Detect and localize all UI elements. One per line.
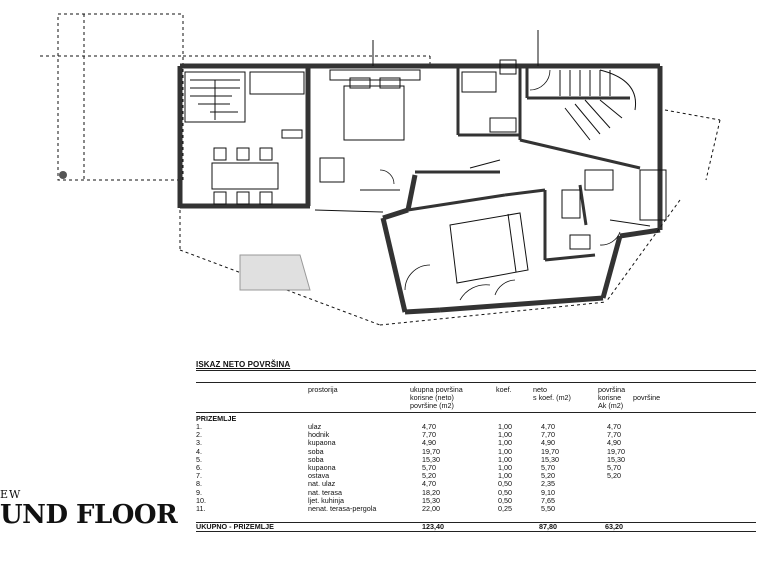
table-row [196, 505, 756, 513]
cell-coef: 1,00 [498, 422, 512, 431]
cell-coef: 1,00 [498, 438, 512, 448]
section-label: PRIZEMLJE [196, 414, 237, 423]
bed-lower [450, 213, 528, 283]
door-swings [380, 70, 620, 300]
cell-gross: 7,70 [422, 430, 436, 440]
wardrobe-top [330, 70, 420, 80]
cell-room: ulaz [308, 422, 322, 431]
terrace-outline [180, 110, 720, 325]
dining-table [212, 148, 278, 204]
header-useful-suffix: površine [633, 393, 661, 402]
cell-coef: 0,50 [498, 479, 512, 489]
cell-net: 7,70 [541, 430, 555, 440]
cell-no: 4. [196, 446, 202, 456]
cell-no: 5. [196, 454, 202, 464]
cell-net: 4,90 [541, 438, 555, 448]
cell-room: soba [308, 446, 324, 456]
cell-useful: 4,70 [607, 422, 621, 431]
cell-gross: 5,20 [422, 471, 436, 481]
cell-room: nat. ulaz [308, 479, 336, 489]
total-label: UKUPNO - PRIZEMLJE [196, 522, 274, 531]
table-rule-bottom [196, 531, 756, 532]
cell-room: nat. terasa [308, 487, 342, 497]
cell-coef: 0,50 [498, 495, 512, 505]
cell-no: 6. [196, 463, 202, 472]
table-row [196, 423, 756, 431]
brand-floor-title: UND FLOOR [0, 500, 178, 530]
interior-walls [408, 66, 640, 260]
cell-no: 3. [196, 438, 202, 448]
table-row [196, 439, 756, 447]
total-row [196, 522, 756, 531]
cell-net: 2,35 [541, 479, 555, 489]
bathroom-fixtures [462, 60, 516, 132]
cell-useful: 15,30 [607, 454, 625, 464]
kitchen-counter [250, 72, 304, 94]
cell-useful: 5,70 [607, 463, 621, 472]
cell-room: ostava [308, 471, 330, 481]
cell-net: 7,65 [541, 495, 555, 505]
cell-net: 15,30 [541, 454, 559, 464]
cell-coef: 0,25 [498, 504, 512, 513]
table-row [196, 497, 756, 505]
cell-net: 5,20 [541, 471, 555, 481]
cell-net: 19,70 [541, 446, 559, 456]
cell-no: 8. [196, 479, 202, 489]
cell-net: 4,70 [541, 422, 555, 431]
cell-no: 11. [196, 504, 206, 513]
cell-no: 10. [196, 495, 206, 505]
cell-net: 9,10 [541, 487, 555, 497]
header-net: neto s koef. (m2) [533, 385, 571, 402]
table-row [196, 480, 756, 488]
cell-room: kupaona [308, 438, 336, 448]
total-gross: 123,40 [422, 522, 444, 531]
cell-room: nenat. terasa-pergola [308, 504, 377, 513]
cell-no: 9. [196, 487, 202, 497]
cell-coef: 1,00 [498, 446, 512, 456]
cell-room: kupaona [308, 463, 336, 472]
cell-gross: 4,90 [422, 438, 436, 448]
table-row [196, 472, 756, 480]
cell-gross: 4,70 [422, 479, 436, 489]
staircase-right [560, 70, 636, 140]
header-gross: ukupna površina korisne (neto) površine (m2) [410, 385, 463, 410]
table-row [196, 456, 756, 464]
cell-coef: 1,00 [498, 430, 512, 440]
table-row [196, 448, 756, 456]
column-marker [59, 171, 67, 179]
cell-coef: 1,00 [498, 454, 512, 464]
header-room: prostorija [308, 385, 338, 394]
pergola-outline [40, 14, 430, 180]
side-unit [282, 130, 302, 138]
table-rule-top [196, 370, 756, 371]
cell-useful: 19,70 [607, 446, 625, 456]
cell-no: 1. [196, 422, 202, 431]
cell-gross: 15,30 [422, 495, 440, 505]
table-rule-header [196, 382, 756, 383]
total-useful: 63,20 [605, 522, 623, 531]
desk [320, 158, 344, 182]
bathroom-lower-sink [570, 235, 590, 249]
wardrobe-lower [562, 190, 580, 218]
cell-room: ljet. kuhinja [308, 495, 344, 505]
header-coef: koef. [496, 385, 512, 394]
header-useful: površina korisne Ak (m2) [598, 385, 626, 410]
cell-no: 7. [196, 471, 202, 481]
table-title: ISKAZ NETO POVRŠINA [196, 360, 291, 369]
staircase-left [185, 72, 245, 122]
table-row [196, 464, 756, 472]
cell-room: hodnik [308, 430, 330, 440]
cell-room: soba [308, 454, 324, 464]
cell-no: 2. [196, 430, 202, 440]
chair-right [585, 170, 613, 190]
table-rule-section [196, 412, 756, 413]
total-net: 87,80 [539, 522, 557, 531]
bed-top [344, 78, 404, 140]
cell-gross: 5,70 [422, 463, 436, 472]
cell-coef: 1,00 [498, 471, 512, 481]
table-row [196, 431, 756, 439]
cell-gross: 22,00 [422, 504, 440, 513]
cell-net: 5,70 [541, 463, 555, 472]
cell-gross: 18,20 [422, 487, 440, 497]
cell-coef: 0,50 [498, 487, 512, 497]
cell-useful: 5,20 [607, 471, 621, 481]
cell-net: 5,50 [541, 504, 555, 513]
cell-gross: 19,70 [422, 446, 440, 456]
brand-caption: EW [0, 488, 22, 501]
cell-coef: 1,00 [498, 463, 512, 472]
cell-gross: 15,30 [422, 454, 440, 464]
cell-gross: 4,70 [422, 422, 436, 431]
cell-useful: 4,90 [607, 438, 621, 448]
table-row [196, 489, 756, 497]
cell-useful: 7,70 [607, 430, 621, 440]
terrace-hatch [240, 255, 310, 290]
